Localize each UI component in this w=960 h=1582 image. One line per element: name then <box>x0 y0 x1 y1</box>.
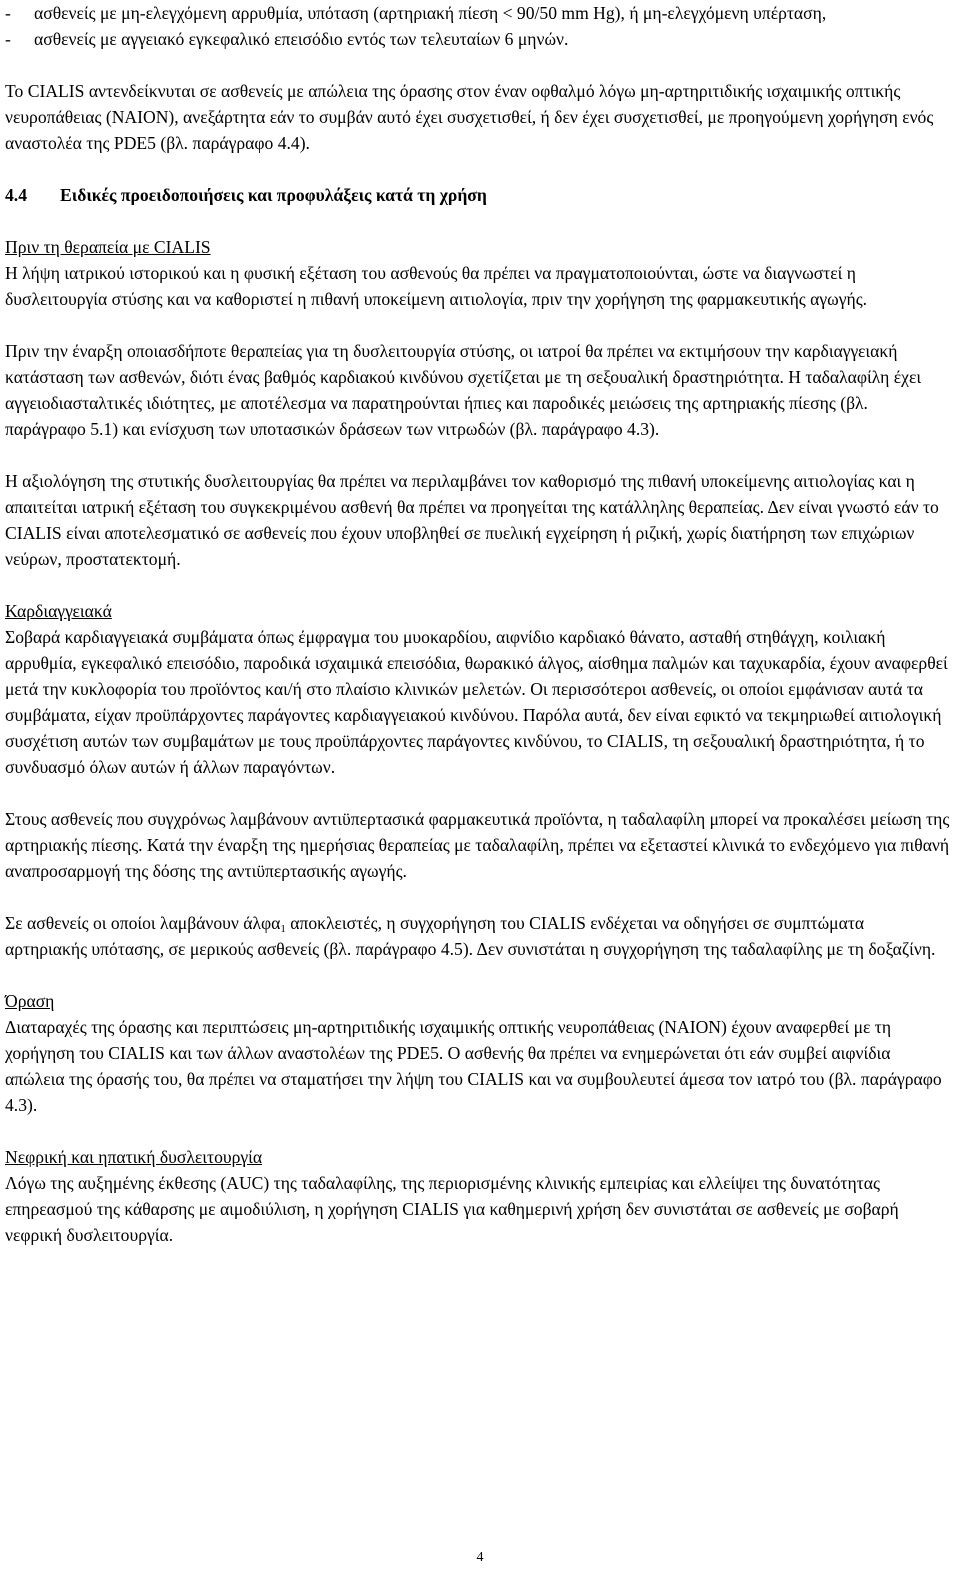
alpha-blocker-text-end: αποκλειστές, η συγχορήγηση του CIALIS ενδέχεται να οδηγήσει σε συμπτώματα αρτηριακής υπότασης, σε μερικούς ασθενείς (βλ. παράγραφο 4.5). Δεν συνιστάται η συγχορήγηση της ταδαλαφίλης με τη δοξαζίνη. <box>5 913 936 959</box>
before-therapy-heading: Πριν τη θεραπεία με CIALIS <box>5 237 211 257</box>
before-therapy-paragraph-2: Πριν την έναρξη οποιασδήποτε θεραπείας για τη δυσλειτουργία στύσης, οι ιατροί θα πρέπει να εκτιμήσουν την καρδιαγγειακή κατάσταση των ασθενών, διότι ένας βαθμός καρδιακού κινδύνου σχετίζεται με τη σεξουαλική δραστηριότητα. Η ταδαλαφίλη έχει αγγειοδιασταλτικές ιδιότητες, με αποτέλεσμα να παρατηρούνται ήπιες και παροδικές μειώσεις της αρτηριακής πίεσης (βλ. παράγραφο 5.1) και ενίσχυση των υποτασικών δράσεων των νιτρωδών (βλ. παράγραφο 4.3). <box>5 341 922 439</box>
vision-heading: Όραση <box>5 991 55 1011</box>
contraindication-bullet-1 <box>5 0 950 26</box>
contraindication-bullet-2 <box>5 26 950 52</box>
cardiovascular-paragraph-1: Σοβαρά καρδιαγγειακά συμβάματα όπως έμφραγμα του μυοκαρδίου, αιφνίδιο καρδιακό θάνατο, ασταθή στηθάγχη, κοιλιακή αρρυθμία, εγκεφαλικό επεισόδιο, παροδικά ισχαιμικά επεισόδια, θωρακικό άλγος, αίσθημα παλμών και ταχυκαρδία, έχουν αναφερθεί μετά την κυκλοφορία του προϊόντος και/ή στο πλαίσιο κλινικών μελετών. Οι περισσότεροι ασθενείς, οι οποίοι εμφάνισαν αυτά τα συμβάματα, είχαν προϋπάρχοντες παράγοντες καρδιαγγειακού κινδύνου. Παρόλα αυτά, δεν είναι εφικτό να τεκμηριωθεί αιτιολογική συσχέτιση αυτών των συμβαμάτων με τους προϋπάρχοντες παράγοντες κινδύνου, το CIALIS, τη σεξουαλική δραστηριότητα, ή το συνδυασμό όλων αυτών ή άλλων παραγόντων. <box>5 627 948 777</box>
cardiovascular-paragraph-2: Στους ασθενείς που συγχρόνως λαμβάνουν αντιϋπερτασικά φαρμακευτικά προϊόντα, η ταδαλαφίλη μπορεί να προκαλέσει μείωση της αρτηριακής πίεσης. Κατά την έναρξη της ημερήσιας θεραπείας με ταδαλαφίλη, πρέπει να εξεταστεί κλινικά το ενδεχόμενο για πιθανή αναπροσαρμογή της δόσης της αντιϋπερτασικής αγωγής. <box>5 809 950 881</box>
renal-hepatic-heading: Νεφρική και ηπατική δυσλειτουργία <box>5 1147 263 1167</box>
section-heading <box>5 182 950 208</box>
document-page <box>5 0 950 1248</box>
renal-hepatic-paragraph: Λόγω της αυξημένης έκθεσης (AUC) της ταδαλαφίλης, της περιορισμένης κλινικής εμπειρίας και ελλείψει της δυνατότητας επηρεασμού της κάθαρσης με αιμοδιύλιση, η χορήγηση CIALIS για καθημερινή χρήση δεν συνιστάται σε ασθενείς με σοβαρή νεφρική δυσλειτουργία. <box>5 1173 899 1245</box>
vision-paragraph: Διαταραχές της όρασης και περιπτώσεις μη-αρτηριτιδικής ισχαιμικής οπτικής νευροπάθειας (NAION) έχουν αναφερθεί με τη χορήγηση του CIALIS και των άλλων αναστολέων της PDE5. Ο ασθενής θα πρέπει να ενημερώνεται ότι εάν συμβεί αιφνίδια απώλεια της όρασής του, θα πρέπει να σταματήσει την λήψη του CIALIS και να συμβουλευτεί άμεσα τον ιατρό του (βλ. παράγραφο 4.3). <box>5 1017 942 1115</box>
cardiovascular-heading: Καρδιαγγειακά <box>5 601 112 621</box>
alpha-blocker-text-start: Σε ασθενείς οι οποίοι λαμβάνουν άλφα <box>5 913 281 933</box>
bullet-dash: - <box>5 3 11 23</box>
bullet-text: ασθενείς με αγγειακό εγκεφαλικό επεισόδιο εντός των τελευταίων 6 μηνών. <box>34 29 569 49</box>
before-therapy-paragraph-3: Η αξιολόγηση της στυτικής δυσλειτουργίας θα πρέπει να περιλαμβάνει τον καθορισμό της πιθανή υποκείμενης αιτιολογίας και η απαιτείται ιατρική εξέταση του συγκεκριμένου ασθενή θα πρέπει να προηγείται της κατάλληλης θεραπείας. Δεν είναι γνωστό εάν το CIALIS είναι αποτελεσματικό σε ασθενείς που έχουν υποβληθεί σε πυελική εγχείρηση ή ριζική, χωρίς διατήρηση των επιχώριων νεύρων, προστατεκτομή. <box>5 471 939 569</box>
section-title: Ειδικές προειδοποιήσεις και προφυλάξεις κατά τη χρήση <box>60 185 487 205</box>
bullet-dash: - <box>5 29 11 49</box>
before-therapy-paragraph-1: Η λήψη ιατρικού ιστορικού και η φυσική εξέταση του ασθενούς θα πρέπει να πραγματοποιούνται, ώστε να διαγνωστεί η δυσλειτουργία στύσης και να καθοριστεί η πιθανή υποκείμενη αιτιολογία, πριν την χορήγηση της φαρμακευτικής αγωγής. <box>5 263 868 309</box>
alpha-subscript: 1 <box>280 923 286 935</box>
cardiovascular-paragraph-3 <box>5 910 950 962</box>
naion-contraindication-paragraph: Το CIALIS αντενδείκνυται σε ασθενείς με απώλεια της όρασης στον έναν οφθαλμό λόγω μη-αρτηριτιδικής ισχαιμικής οπτικής νευροπάθειας (NAION), ανεξάρτητα εάν το συμβάν αυτό έχει συσχετισθεί, ή δεν έχει συσχετισθεί, με προηγούμενη χορήγηση ενός αναστολέα της PDE5 (βλ. παράγραφο 4.4). <box>5 81 934 153</box>
section-number: 4.4 <box>5 185 27 205</box>
bullet-text: ασθενείς με μη-ελεγχόμενη αρρυθμία, υπόταση (αρτηριακή πίεση < 90/50 mm Hg), ή μη-ελεγχόμενη υπέρταση, <box>34 3 827 23</box>
page-number: 4 <box>476 1550 484 1565</box>
